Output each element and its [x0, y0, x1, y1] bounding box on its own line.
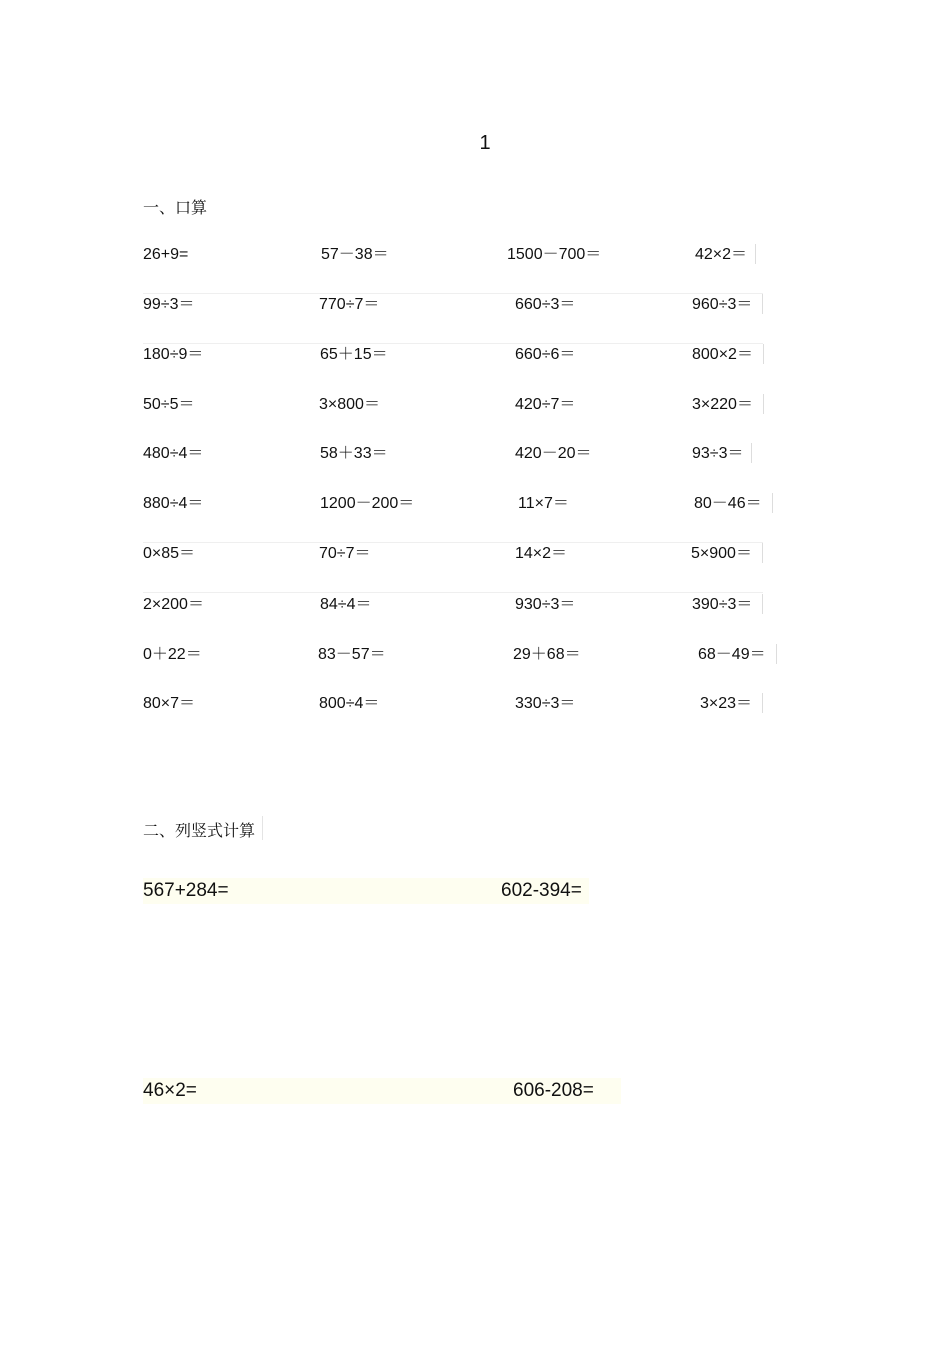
vertical-problem: 606-208=: [513, 1080, 594, 1101]
row-end-divider: [762, 294, 763, 314]
problem-cell: 57－38＝: [321, 246, 389, 263]
row-end-divider: [772, 493, 773, 513]
row-divider: [143, 343, 763, 344]
row-end-divider: [762, 594, 763, 614]
problem-cell: 960÷3＝: [692, 296, 753, 313]
problem-cell: 84÷4＝: [320, 596, 372, 613]
section-heading-mental-arithmetic: 一、口算: [143, 198, 208, 217]
section-heading-vertical-calculation: 二、列竖式计算: [143, 818, 255, 841]
problem-cell: 420－20＝: [515, 445, 592, 462]
problem-cell: 800÷4＝: [319, 695, 380, 712]
problem-cell: 99÷3＝: [143, 296, 195, 313]
problem-cell: 800×2＝: [692, 346, 753, 363]
row-divider: [143, 542, 763, 543]
row-end-divider: [762, 543, 763, 563]
problem-cell: 480÷4＝: [143, 445, 204, 462]
problem-cell: 420÷7＝: [515, 396, 576, 413]
problem-cell: 660÷3＝: [515, 296, 576, 313]
problem-cell: 770÷7＝: [319, 296, 380, 313]
problem-cell: 880÷4＝: [143, 495, 204, 512]
problem-cell: 180÷9＝: [143, 346, 204, 363]
problem-cell: 0×85＝: [143, 545, 196, 562]
vertical-problem: 567+284=: [143, 880, 229, 901]
problem-cell: 1500－700＝: [507, 246, 602, 263]
problem-cell: 2×200＝: [143, 596, 204, 613]
problem-cell: 390÷3＝: [692, 596, 753, 613]
problem-cell: 93÷3＝: [692, 445, 744, 462]
problem-cell: 42×2＝: [695, 246, 748, 263]
row-end-divider: [776, 644, 777, 664]
problem-cell: 0＋22＝: [143, 646, 202, 663]
row-end-divider: [755, 244, 756, 264]
row-end-divider: [762, 693, 763, 713]
vertical-problem: 46×2=: [143, 1080, 197, 1101]
problem-cell: 50÷5＝: [143, 396, 195, 413]
problem-cell: 80×7＝: [143, 695, 196, 712]
problem-cell: 660÷6＝: [515, 346, 576, 363]
problem-cell: 930÷3＝: [515, 596, 576, 613]
row-divider: [143, 293, 763, 294]
problem-cell: 11×7＝: [518, 495, 569, 512]
problem-cell: 83－57＝: [318, 646, 386, 663]
problem-cell: 58＋33＝: [320, 445, 388, 462]
row-end-divider: [751, 443, 752, 463]
problem-cell: 70÷7＝: [319, 545, 371, 562]
problem-cell: 3×23＝: [700, 695, 753, 712]
row-end-divider: [763, 344, 764, 364]
vertical-problem: 602-394=: [501, 880, 582, 901]
problem-cell: 14×2＝: [515, 545, 568, 562]
problem-cell: 5×900＝: [691, 545, 752, 562]
problem-cell: 80－46＝: [694, 495, 762, 512]
problem-cell: 65＋15＝: [320, 346, 388, 363]
problem-cell: 26+9=: [143, 246, 189, 263]
problem-cell: 3×220＝: [692, 396, 753, 413]
problem-cell: 68－49＝: [698, 646, 766, 663]
problem-cell: 330÷3＝: [515, 695, 576, 712]
row-end-divider: [763, 394, 764, 414]
problem-cell: 3×800＝: [319, 396, 380, 413]
page-number: 1: [479, 132, 491, 154]
problem-cell: 1200－200＝: [320, 495, 415, 512]
problem-cell: 29＋68＝: [513, 646, 581, 663]
row-divider: [143, 592, 763, 593]
